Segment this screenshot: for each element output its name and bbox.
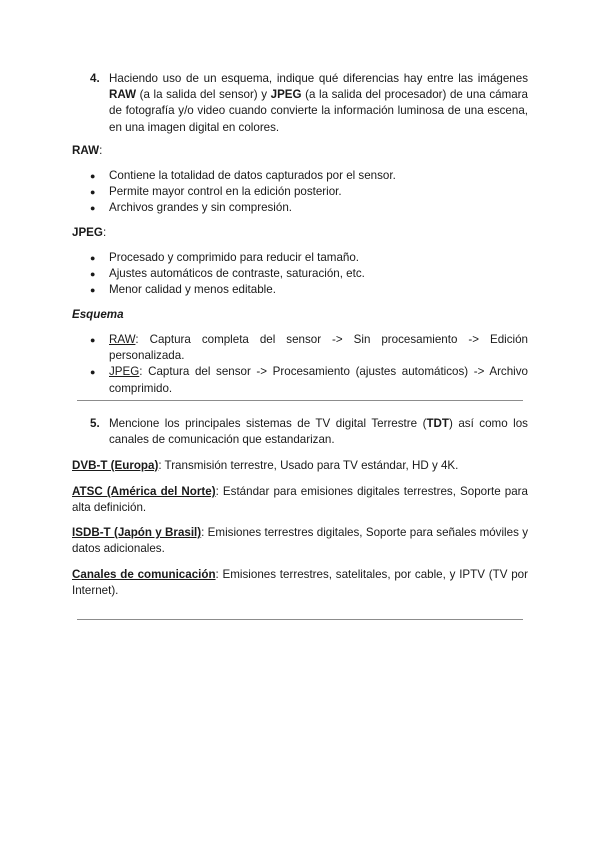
list-item: ● Permite mayor control en la edición posterior. [90, 184, 528, 200]
bullet-icon: ● [90, 367, 96, 378]
jpeg-term: JPEG [270, 88, 302, 102]
jpeg-bullet-list [90, 250, 528, 299]
system-dvb-t: DVB-T (Europa): Transmisión terrestre, Usado para TV estándar, HD y 4K. [72, 459, 459, 472]
raw-heading: RAW: [72, 144, 103, 157]
question-number: 5. [90, 417, 100, 430]
question-4 [90, 71, 528, 136]
system-atsc: ATSC (América del Norte): Estándar para emisiones digitales terrestres, Soporte para alta definición. [72, 485, 528, 515]
tdt-term: TDT [426, 417, 449, 430]
system-isdb-t: ISDB-T (Japón y Brasil): Emisiones terrestres digitales, Soporte para señales móviles y datos adicionales. [72, 526, 528, 556]
communication-channels: Canales de comunicación: Emisiones terrestres, satelitales, por cable, y IPTV (TV por Internet). [72, 568, 528, 598]
horizontal-divider [77, 400, 523, 401]
list-item: ● Menor calidad y menos editable. [90, 282, 528, 298]
esquema-heading: Esquema [72, 308, 124, 321]
question-number: 4. [90, 72, 100, 85]
bullet-icon: ● [90, 171, 96, 181]
list-item: ● Ajustes automáticos de contraste, saturación, etc. [90, 266, 528, 282]
bullet-icon: ● [90, 253, 96, 263]
bullet-icon: ● [90, 269, 96, 280]
esquema-list [90, 332, 528, 397]
question-5 [90, 416, 528, 448]
horizontal-divider [77, 619, 523, 620]
list-item: ● RAW: Captura completa del sensor -> Sin procesamiento -> Edición personalizada. [90, 333, 528, 363]
bullet-icon: ● [90, 285, 96, 296]
list-item: ● Procesado y comprimido para reducir el tamaño. [90, 250, 528, 266]
bullet-icon: ● [90, 187, 96, 198]
jpeg-heading: JPEG: [72, 226, 107, 239]
question-text: Haciendo uso de un esquema, indique qué diferencias hay entre las imágenes RAW (a la salida del sensor) y JPEG (a la salida del procesador) de una cámara de fotografía y/o video cuando convierte la información luminosa de una escena, en una imagen digital en colores. [109, 72, 528, 134]
bullet-icon: ● [90, 335, 96, 345]
raw-term: RAW [109, 88, 137, 102]
list-item: ● Contiene la totalidad de datos capturados por el sensor. [90, 168, 528, 184]
question-text: Mencione los principales sistemas de TV digital Terrestre (TDT) así como los canales de comunicación que estandarizan. [109, 417, 528, 447]
raw-bullet-list [90, 168, 528, 217]
bullet-icon: ● [90, 203, 96, 214]
list-item: ● JPEG: Captura del sensor -> Procesamiento (ajustes automáticos) -> Archivo comprimido. [90, 365, 528, 395]
list-item: ● Archivos grandes y sin compresión. [90, 200, 528, 216]
